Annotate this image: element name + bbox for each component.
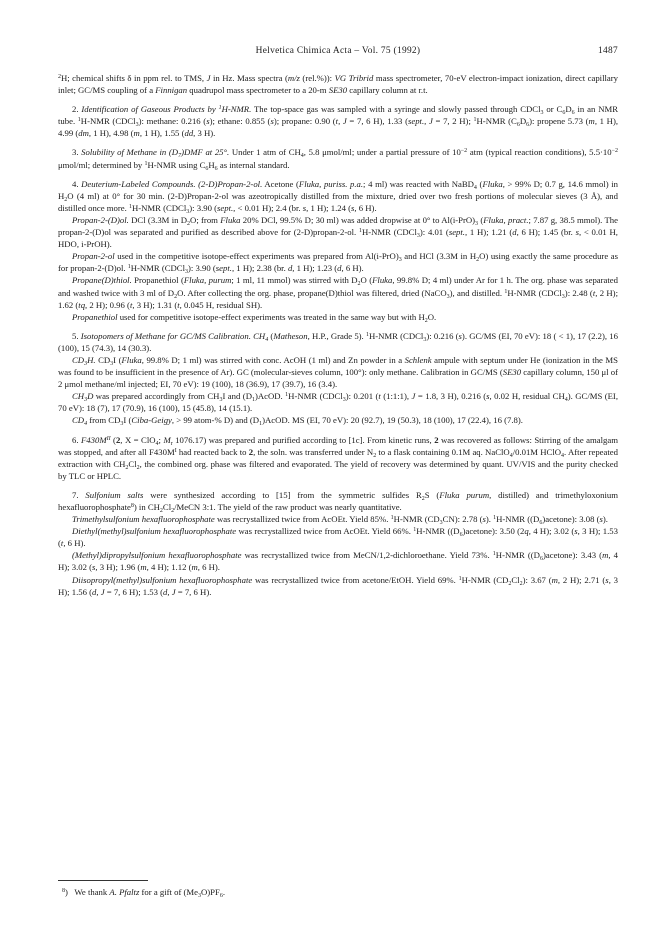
paragraph: 7. Sulfonium salts were synthesized according to [15] from the symmetric sulfides $R_2S$ (Fluka purum, distilled) and trimethyloxonium hexafluorophosphate$^8$) in $CH_2Cl_2$/MeCN 3:1. The yield of the raw product was nearly quantitative. bbox=[58, 489, 619, 514]
paragraph: $CD_3H$. $CD_3I$ (Fluka, 99.8% D; 1 ml) was stirred with conc. AcOH (1 ml) and Zn powder in a Schlenk ampule with septum under He (ionization in the MS was found to be insufficient in the presence of Ar). GC (molecular-sieves column, 100°): only methane. Calibration in GC/MS (SE30 capillary column, 150 μl of 2 μmol methane/ml injected; EI, 70 eV): 19 (100), 18 (36.9), 17 (39.7), 16 (3.4). bbox=[58, 354, 618, 390]
paragraph: $CH_3D$ was prepared accordingly from $CH_3I$ and $(D_1)AcOD$. $^1$H-NMR (CDCl$_3$): 0.201 (t (1:1:1), J = 1.8, 3 H), 0.216 (s, 0.02 H, residual $CH_4$). GC/MS (EI, 70 eV): 18 (7), 17 (70.9), 16 (100), 15 (45.8), 14 (15.1). bbox=[58, 391, 618, 414]
paragraph: 6. $F430M^{II}$ (2, X = ClO$_4$; $M_r$ 1076.17) was prepared and purified according to [1c]. From kinetic runs, 2 was recovered as follows: Stirring of the amalgam was stopped, and after all $F430M^I$ had reacted back to 2, the soln. was transferred under $N_2$ to a flask containing 0.1M aq. NaClO$_4$/0.01M HClO$_4$. After repeated extraction with $CH_2Cl_2$, the combined org. phase was filtered and evaporated. The yield of recovery was determined by quant. UV/VIS and the purity checked by TLC or HPLC. bbox=[58, 434, 619, 481]
paragraph: $CD_4$ from $CD_3I$ (Ciba-Geigy, > 99 atom-% D) and $(D_1)AcOD$. MS (EI, 70 eV): 20 (92.7), 19 (50.3), 18 (100), 17 (22.4), 16 (7.8). bbox=[72, 415, 523, 428]
paragraph: Propan-2-(D)ol. DCl (3.3M in $D_2O$; from Fluka 20% DCl, 99.5% D; 30 ml) was added dropwise at 0° to $Al(i-PrO)_3$ (Fluka, pract.; 7.87 g, 38.5 mmol). The propan-2-(D)ol was separated and purified as described above for (2-D)propan-2-ol. $^1$H-NMR (CDCl$_3$): 4.01 (sept., 1 H); 1.21 (d, 6 H); 1.45 (br. s, < 0.01 H, HDO, i-PrOH). bbox=[58, 214, 619, 250]
paragraph: Propane(D)thiol. Propanethiol (Fluka, purum; 1 ml, 11 mmol) was stirred with $D_2O$ (Fluka, 99.8% D; 4 ml) under Ar for 1 h. The org. phase was separated and washed twice with 3 ml of $D_2O$. After collecting the org. phase, propane(D)thiol was filtered, dried (NaCO$_3$), and distilled. $^1$H-NMR (CDCl$_3$): 2.48 (t, 2 H); 1.62 (tq, 2 H); 0.96 (t, 3 H); 1.31 (t, 0.045 H, residual SH). bbox=[58, 275, 619, 310]
journal-title: Helvetica Chimica Acta – Vol. 75 (1992) bbox=[255, 46, 421, 56]
paragraph: Propanethiol used for competitive isotope-effect experiments was treated in the same way but with $H_2O$. bbox=[72, 311, 437, 324]
footnote-rule bbox=[58, 880, 148, 881]
paragraph: Diethyl(methyl)sulfonium hexafluorophosphate was recrystallized twice from AcOEt. Yield 66%. $^1$H-NMR $((D_6)acetone)$: 3.50 (2q, 4 H); 3.02 (s, 3 H); 1.53 (t, 6 H). bbox=[58, 526, 618, 549]
paragraph: Propan-2-ol used in the competitive isotope-effect experiments was prepared from $Al(i-PrO)_3$ and HCl (3.3M in $H_2O$) using exactly the same procedure as for propan-2-(D)ol. $^1$H-NMR (CDCl$_3$): 3.90 (sept., 1 H); 2.38 (br. d, 1 H); 1.23 (d, 6 H). bbox=[58, 251, 618, 276]
running-header bbox=[58, 46, 618, 62]
article-body bbox=[58, 72, 618, 598]
paragraph: Diisopropyl(methyl)sulfonium hexafluorophosphate was recrystallized twice from acetone/EtOH. Yield 69%. $^1$H-NMR $(CD_2Cl_2)$: 3.67 (m, 2 H); 2.71 (s, 3 H); 1.56 (d, J = 7, 6 H); 1.53 (d, J = 7, 6 H). bbox=[58, 574, 619, 597]
paragraph: Trimethylsulfonium hexafluorophosphate was recrystallized twice from AcOEt. Yield 85%. $^1$H-NMR $(CD_3CN)$: 2.78 (s). $^1$H-NMR $((D_6)acetone)$: 3.08 (s). bbox=[72, 514, 608, 526]
paragraph: $^2$H; chemical shifts δ in ppm rel. to TMS, J in Hz. Mass spectra (m/z (rel.%)): VG Tribrid mass spectrometer, 70-eV electron-impact ionization, direct capillary inlet; GC/MS coupling of a Finnigan quadrupol mass spectrometer to a 20-m SE30 capillary column at r.t. bbox=[58, 73, 619, 96]
page bbox=[58, 46, 618, 598]
paragraph: 5. Isotopomers of Methane for GC/MS Calibration. $CH_4$ (Matheson, H.P., Grade 5). $^1$H-NMR (CDCl$_3$): 0.216 (s). GC/MS (EI, 70 eV): 18 ( < 1), 17 (2.2), 16 (100), 15 (74.3), 14 (30.3). bbox=[58, 330, 618, 353]
footnote-marker: 8 bbox=[62, 887, 65, 894]
paragraph: 2. Identification of Gaseous Products by $^1$H-NMR. The top-space gas was sampled with a syringe and slowly passed through CDCl$_3$ or $C_6D_6$ in an NMR tube. $^1$H-NMR (CDCl$_3$): methane: 0.216 (s); ethane: 0.855 (s); propane: 0.90 (t, J = 7, 6 H), 1.33 (sept., J = 7, 2 H); $^1$H-NMR $(C_6D_6)$: propene 5.73 (m, 1 H), 4.99 (dm, 1 H), 4.98 (m, 1 H), 1.55 (dd, 3 H). bbox=[58, 104, 619, 139]
paragraph: (Methyl)dipropylsulfonium hexafluorophosphate was recrystallized twice from MeCN/1,2-dichloroethane. Yield 73%. $^1$H-NMR $((D_6)acetone)$: 3.43 (m, 4 H); 3.02 (s, 3 H); 1.96 (m, 4 H); 1.12 (m, 6 H). bbox=[58, 550, 619, 573]
footnote bbox=[58, 880, 618, 897]
page-number: 1487 bbox=[598, 46, 618, 56]
footnote-text: $^8$) We thank A. Pfaltz for a gift of $(Me_3O)PF_6$. bbox=[62, 887, 225, 899]
paragraph: 4. Deuterium-Labeled Compounds. (2-D)Propan-2-ol. Acetone (Fluka, puriss. p.a.; 4 ml) was reacted with NaBD$_4$ (Fluka, > 99% D; 0.7 g, 14.6 mmol) in $H_2O$ (4 ml) at 0° for 30 min. (2-D)Propan-2-ol was azeotropically distilled from the mixture, dried over two fresh portions of molecular sieves (3 Å), and distilled once more. $^1$H-NMR (CDCl$_3$): 3.90 (sept., < 0.01 H); 2.4 (br. s, 1 H); 1.24 (s, 6 H). bbox=[58, 178, 618, 215]
paragraph: 3. Solubility of Methane in $(D_7)DMF$ at 25°. Under 1 atm of $CH_4$, 5.8 μmol/ml; under a partial pressure of $10^{-2}$ atm (typical reaction conditions), $5.5\cdot 10^{-2}$ μmol/ml; determined by $^1$H-NMR using $C_6H_6$ as internal standard. bbox=[58, 147, 619, 172]
